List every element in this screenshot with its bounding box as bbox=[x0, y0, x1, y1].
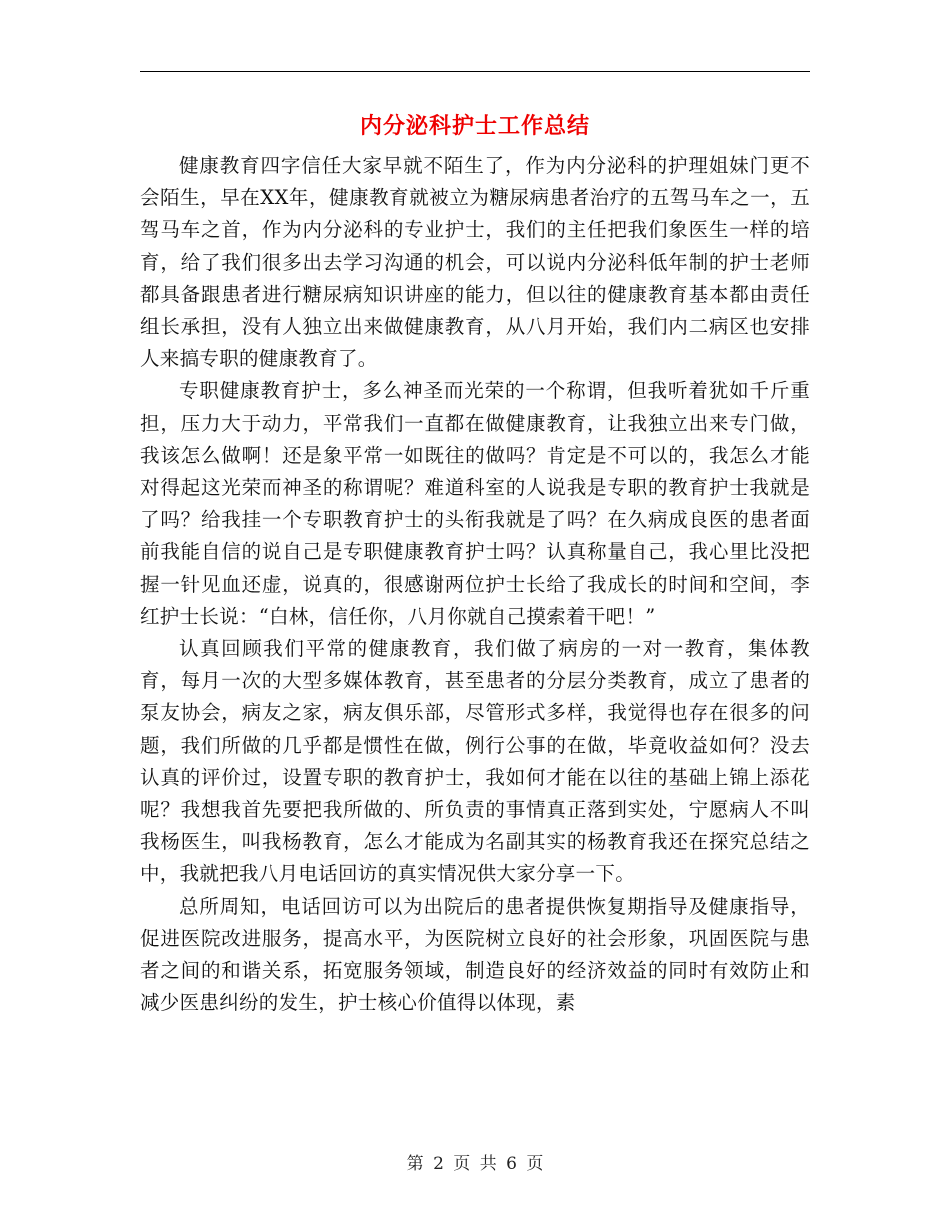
page-footer bbox=[140, 1152, 810, 1176]
footer-prefix: 第 bbox=[406, 1154, 424, 1174]
document-title: 内分泌科护士工作总结 bbox=[359, 113, 590, 139]
header-rule bbox=[140, 71, 810, 72]
footer-page-word: 页 bbox=[453, 1154, 471, 1174]
paragraph: 总所周知，电话回访可以为出院后的患者提供恢复期指导及健康指导，促进医院改进服务，提高水平，为医院树立良好的社会形象，巩固医院与患者之间的和谐关系，拓宽服务领域，制造良好的经济效益的同时有效防止和减少医患纠纷的发生，护士核心价值得以体现，素 bbox=[140, 894, 810, 1015]
paragraph: 专职健康教育护士，多么神圣而光荣的一个称谓，但我听着犹如千斤重担，压力大于动力，平常我们一直都在做健康教育，让我独立出来专门做，我该怎么做啊！还是象平常一如既往的做吗？肯定是不可以的，我怎么才能对得起这光荣而神圣的称谓呢？难道科室的人说我是专职的教育护士我就是了吗？给我挂一个专职教育护士的头衔我就是了吗？在久病成良医的患者面前我能自信的说自己是专职健康教育护士吗？认真称量自己，我心里比没把握一针见血还虚，说真的，很感谢两位护士长给了我成长的时间和空间，李红护士长说：“白林，信任你，八月你就自己摸索着干吧！” bbox=[140, 379, 810, 628]
paragraph: 健康教育四字信任大家早就不陌生了，作为内分泌科的护理姐妹门更不会陌生，早在XX年，健康教育就被立为糖尿病患者治疗的五驾马车之一，五驾马车之首，作为内分泌科的专业护士，我们的主任把我们象医生一样的培育，给了我们很多出去学习沟通的机会，可以说内分泌科低年制的护士老师都具备跟患者进行糖尿病知识讲座的能力，但以往的健康教育基本都由责任组长承担，没有人独立出来做健康教育，从八月开始，我们内二病区也安排人来搞专职的健康教育了。 bbox=[140, 154, 810, 371]
footer-suffix: 页 bbox=[526, 1154, 544, 1174]
total-page-count: 6 bbox=[506, 1154, 517, 1174]
current-page-number: 2 bbox=[433, 1154, 444, 1174]
footer-total-word: 共 bbox=[479, 1154, 497, 1174]
document-body bbox=[140, 150, 810, 1019]
paragraph: 认真回顾我们平常的健康教育，我们做了病房的一对一教育，集体教育，每月一次的大型多媒体教育，甚至患者的分层分类教育，成立了患者的泵友协会，病友之家，病友俱乐部，尽管形式多样，我觉得也存在很多的问题，我们所做的几乎都是惯性在做，例行公事的在做，毕竟收益如何？没去认真的评价过，设置专职的教育护士，我如何才能在以往的基础上锦上添花呢？我想我首先要把我所做的、所负责的事情真正落到实处，宁愿病人不叫我杨医生，叫我杨教育，怎么才能成为名副其实的杨教育我还在探究总结之中，我就把我八月电话回访的真实情况供大家分享一下。 bbox=[140, 637, 810, 886]
